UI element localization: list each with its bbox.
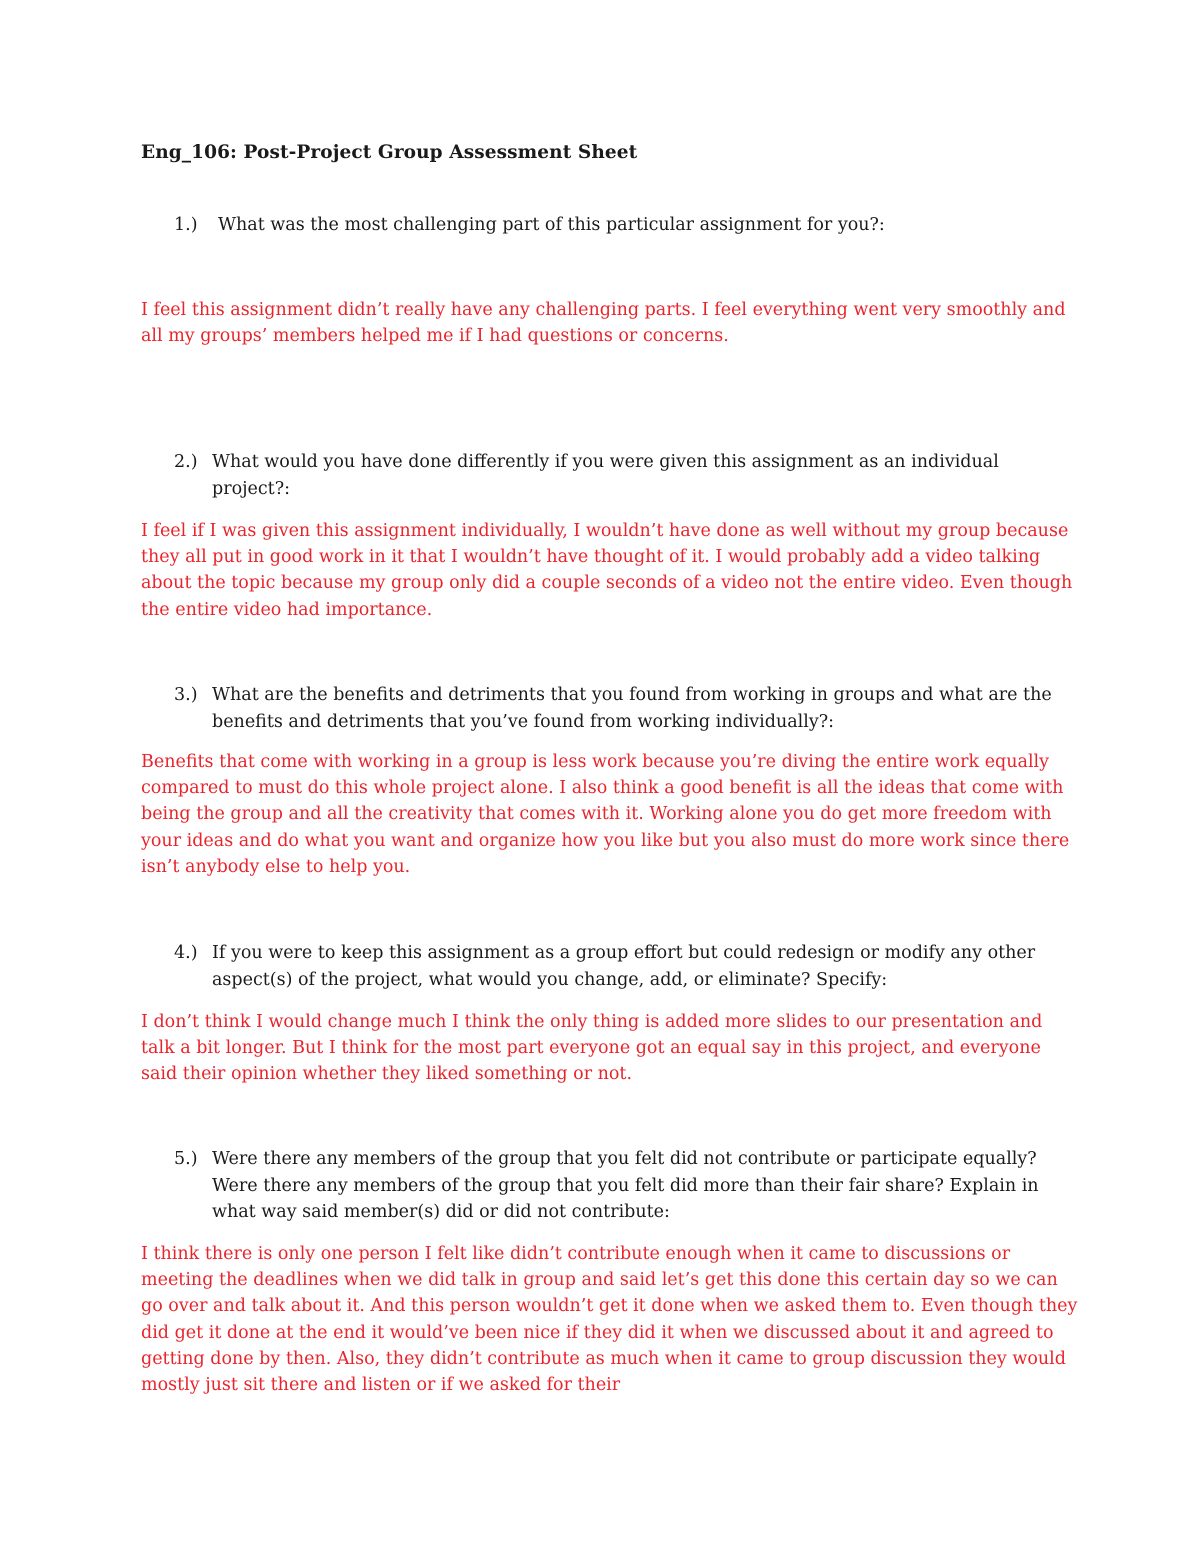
answer-5: I think there is only one person I felt like didn’t contribute enough when it came to discussions or meeting the deadlines when we did talk in group and said let’s get this done this certain day so we can go over and talk about it. And this person wouldn’t get it done when we asked them to. Even though they did get it done at the end it would’ve been nice if they did it when we discussed about it and agreed to getting done by then. Also, they didn’t contribute as much when it came to group discussion they would mostly just sit there and listen or if we asked for their xyxy=(141,1244,1078,1396)
answer-3: Benefits that come with working in a group is less work because you’re diving the entire work equally compared to must do this whole project alone. I also think a good benefit is all the ideas that come with being the group and all the creativity that comes with it. Working alone you do get more freedom with your ideas and do what you want and organize how you like but you also must do more work since there isn’t anybody else to help you. xyxy=(141,752,1070,877)
question-number: 5.) xyxy=(174,1149,198,1169)
question-number: 1.) xyxy=(174,215,198,235)
question-text: What was the most challenging part of this particular assignment for you?: xyxy=(218,215,885,235)
answer-1: I feel this assignment didn’t really have any challenging parts. I feel everything went very smoothly and all my groups’ members helped me if I had questions or concerns. xyxy=(141,300,1066,347)
page-title: Eng_106: Post-Project Group Assessment Sheet xyxy=(141,142,638,163)
question-3 xyxy=(174,682,1074,735)
question-2 xyxy=(174,449,1074,502)
answer-4: I don’t think I would change much I think the only thing is added more slides to our presentation and talk a bit longer. But I think for the most part everyone got an equal say in this project, and everyone said their opinion whether they liked something or not. xyxy=(141,1012,1043,1085)
question-text: What would you have done differently if you were given this assignment as an individual project?: xyxy=(212,452,999,499)
question-number: 3.) xyxy=(174,685,198,705)
question-text: If you were to keep this assignment as a group effort but could redesign or modify any other aspect(s) of the project, what would you change, add, or eliminate? Specify: xyxy=(212,943,1036,990)
question-4 xyxy=(174,940,1074,993)
answer-2: I feel if I was given this assignment individually, I wouldn’t have done as well without my group because they all put in good work in it that I wouldn’t have thought of it. I would probably add a video talking about the topic because my group only did a couple seconds of a video not the entire video. Even though the entire video had importance. xyxy=(141,521,1073,620)
question-text: What are the benefits and detriments that you found from working in groups and what are the benefits and detriments that you’ve found from working individually?: xyxy=(212,685,1052,732)
question-5 xyxy=(174,1146,1074,1226)
question-1 xyxy=(174,212,1074,239)
question-number: 4.) xyxy=(174,943,198,963)
question-text: Were there any members of the group that you felt did not contribute or participate equally? Were there any members of the group that you felt did more than their fair share? Explain in what way said member(s) did or did not contribute: xyxy=(212,1149,1039,1222)
question-number: 2.) xyxy=(174,452,198,472)
